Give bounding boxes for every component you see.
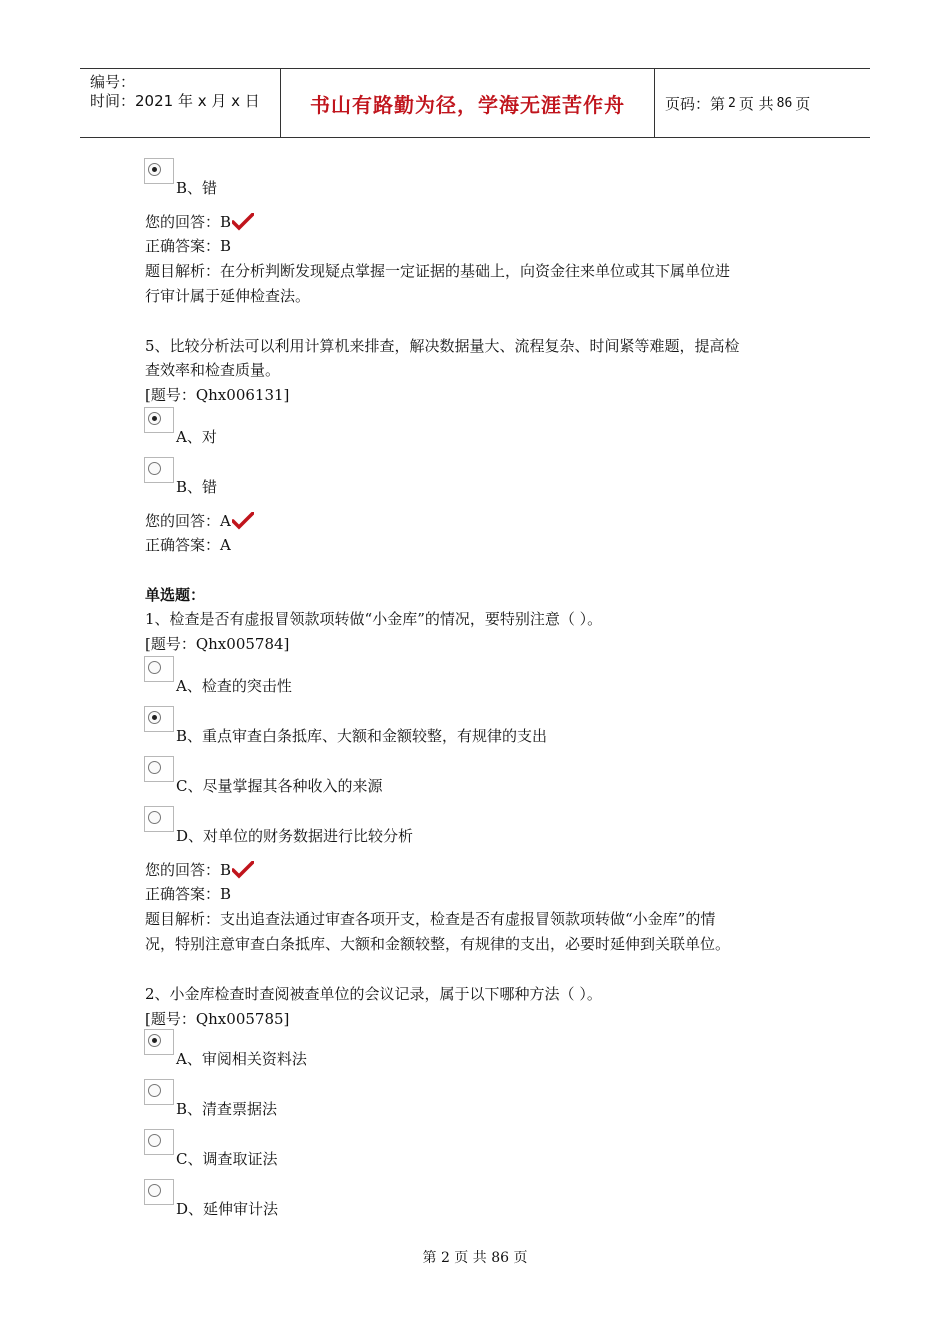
q5-your-answer [145,511,254,531]
sc-q1-correct-answer: 正确答案：B [145,885,232,903]
sc-q2-option-d-label: D、延伸审计法 [176,1200,279,1218]
header-page-info [655,69,870,137]
page-number: 2 [728,95,736,111]
sc-q1-question: 1、检查是否有虚报冒领款项转做“小金库”的情况，要特别注意（ ）。 [145,610,603,628]
q5-option-b-radio[interactable] [144,457,174,483]
q4-analysis-line1: 题目解析：在分析判断发现疑点掌握一定证据的基础上，向资金往来单位或其下属单位进 [145,262,731,280]
sc-q2-question-id: [题号：Qhx005785] [145,1010,290,1028]
your-answer-text: 您的回答：B [145,213,232,231]
q5-option-b-label: B、错 [176,478,218,496]
sc-q2-option-b-radio[interactable] [144,1079,174,1105]
sc-q2-option-a-radio[interactable] [144,1029,174,1055]
sc-q2-option-c-radio[interactable] [144,1129,174,1155]
page-prefix: 页码：第 [665,94,726,113]
q5-question-id: [题号：Qhx006131] [145,386,290,404]
sc-q2-option-d-radio[interactable] [144,1179,174,1205]
page-mid: 页 共 [738,94,774,113]
sc-q1-option-a-radio[interactable] [144,656,174,682]
sc-q1-your-answer [145,860,254,880]
time-label: 时间：2021 年 x 月 x 日 [90,92,260,110]
q5-correct-answer: 正确答案：A [145,536,231,554]
q5-option-a-radio[interactable] [144,407,174,433]
page-footer: 第 2 页 共 86 页 [422,1250,528,1266]
checkmark-icon [232,512,254,530]
q5-question-line2: 查效率和检查质量。 [145,361,281,379]
checkmark-icon [232,861,254,879]
sc-q2-option-b-label: B、清查票据法 [176,1100,278,1118]
sc-q2-option-c-label: C、调查取证法 [176,1150,278,1168]
sc-q1-analysis-line1: 题目解析：支出追查法通过审查各项开支，检查是否有虚报冒领款项转做“小金库”的情 [145,910,716,928]
page-total: 86 [776,95,793,111]
q4-option-b-radio[interactable] [144,158,174,184]
sc-q1-question-id: [题号：Qhx005784] [145,635,290,653]
sc-q1-option-b-radio[interactable] [144,706,174,732]
header-meta [80,69,281,137]
page-suffix: 页 [795,94,811,113]
q4-option-b-label: B、错 [176,179,218,197]
q4-analysis-line2: 行审计属于延伸检查法。 [145,287,311,305]
sc-q2-option-a-label: A、审阅相关资料法 [176,1050,307,1068]
header-motto: 书山有路勤为径，学海无涯苦作舟 [281,69,655,137]
sc-q1-option-c-radio[interactable] [144,756,174,782]
your-answer-text: 您的回答：A [145,512,231,530]
page-header [80,68,870,138]
your-answer-text: 您的回答：B [145,861,232,879]
q4-correct-answer: 正确答案：B [145,237,232,255]
sc-q1-analysis-line2: 况，特别注意审查白条抵库、大额和金额较整，有规律的支出，必要时延伸到关联单位。 [145,935,731,953]
sc-q1-option-a-label: A、检查的突击性 [176,677,292,695]
sc-q1-option-c-label: C、尽量掌握其各种收入的来源 [176,777,383,795]
q5-question-line1: 5、比较分析法可以利用计算机来排查，解决数据量大、流程复杂、时间紧等难题，提高检 [145,337,740,355]
q5-option-a-label: A、对 [176,428,217,446]
sc-q1-option-b-label: B、重点审查白条抵库、大额和金额较整，有规律的支出 [176,727,548,745]
serial-label: 编号： [90,73,136,91]
sc-q1-option-d-radio[interactable] [144,806,174,832]
checkmark-icon [232,213,254,231]
q4-your-answer [145,212,254,232]
sc-q2-question: 2、小金库检查时查阅被查单位的会议记录，属于以下哪种方法（ ）。 [145,985,602,1003]
sc-q1-option-d-label: D、对单位的财务数据进行比较分析 [176,827,414,845]
section-heading: 单选题： [145,586,206,604]
